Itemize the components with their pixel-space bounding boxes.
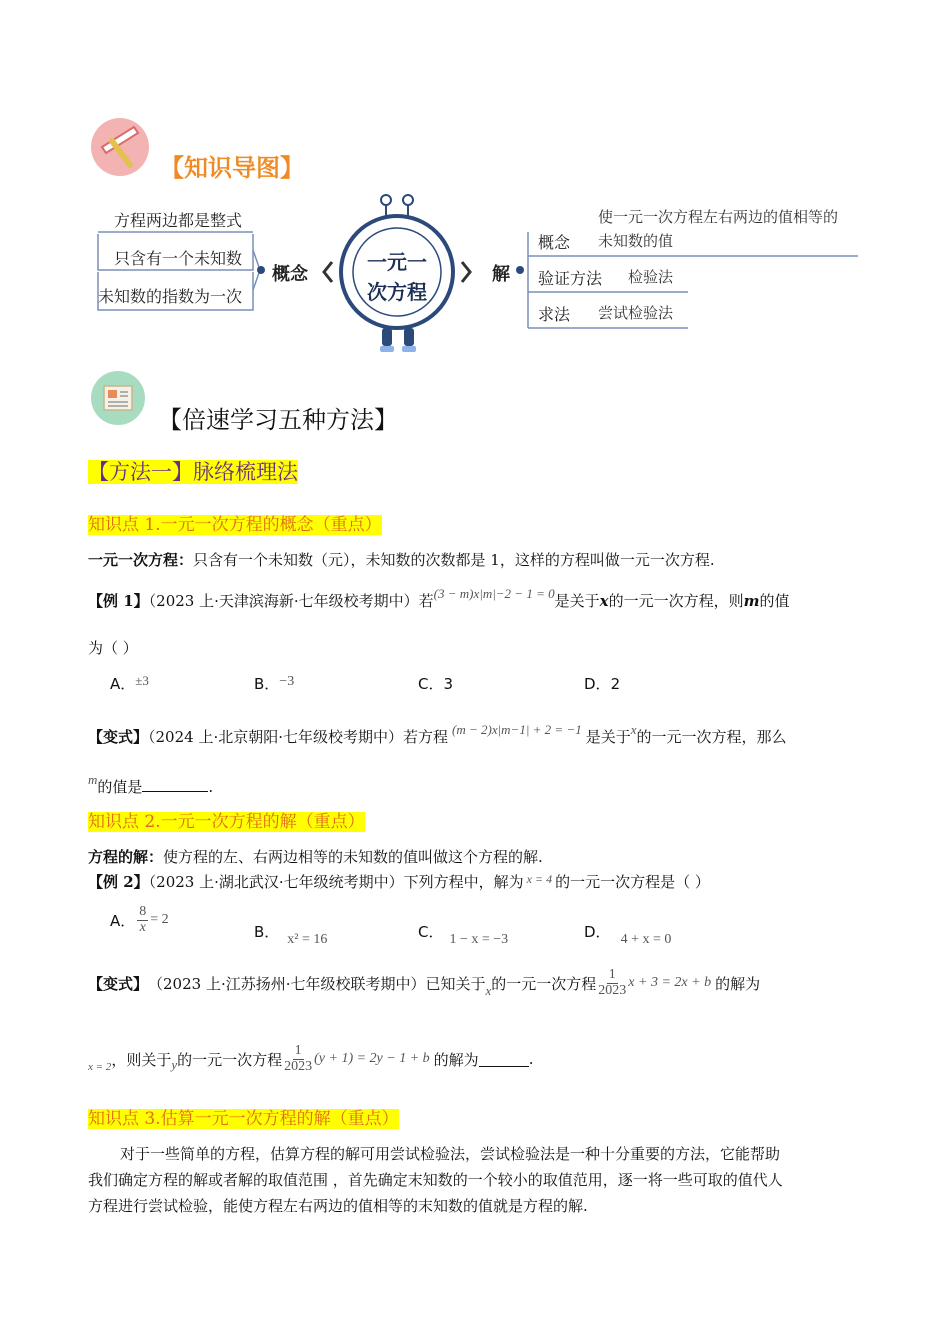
variant2-var-y: y <box>171 1057 178 1073</box>
variant2-line2-fraction <box>284 1044 312 1074</box>
example2-option-c[interactable] <box>418 921 508 948</box>
mindmap-diagram <box>88 190 863 358</box>
kp1-def-text: 只含有一个未知数（元），未知数的次数都是 1，这样的方程叫做一元一次方程. <box>193 551 715 569</box>
mindmap-right-term: 求法 <box>538 305 571 324</box>
option-label: D． <box>584 923 611 941</box>
kp2-title-text: 知识点 2.一元一次方程的解（重点） <box>88 812 365 832</box>
option-label: A． <box>110 675 136 693</box>
variant1-label: 【变式】 <box>88 728 149 746</box>
variant2-text-b: 的解为 <box>715 974 761 993</box>
option-value: 4 + x = 0 <box>620 932 672 947</box>
kp1-definition <box>88 549 715 570</box>
example1-line2: 为（ ） <box>88 639 138 657</box>
kp2-def-term: 方程的解： <box>88 848 164 866</box>
example1-line1 <box>88 586 789 611</box>
variant1-var-m: m <box>88 772 98 787</box>
kp3-paragraph <box>88 1141 868 1219</box>
option-value: x² = 16 <box>287 932 328 947</box>
example2-option-b[interactable] <box>254 921 327 948</box>
variant2-line1 <box>88 968 760 998</box>
kp3-para-line: 对于一些简单的方程，估算方程的解可用尝试检验法，尝试检验法是一种十分重要的方法，它能帮助 <box>120 1145 781 1163</box>
option-label: A． <box>110 911 136 930</box>
example1-text-b: 的一元一次方程，则 <box>608 592 744 610</box>
example1-label: 【例 1】 <box>88 592 149 610</box>
method1-heading-text: 【方法一】脉络梳理法 <box>88 460 298 484</box>
example1-var-x: x <box>599 592 609 610</box>
example2-source: （2023 上·湖北武汉·七年级统考期中）下列方程中，解为 <box>148 873 524 891</box>
mindmap-right-desc: 尝试检验法 <box>598 304 674 322</box>
mindmap-section-icon <box>90 117 150 177</box>
example1-option-b[interactable] <box>254 673 294 694</box>
mindmap-right-term: 验证方法 <box>538 269 603 288</box>
kp3-title <box>88 1104 399 1129</box>
mindmap-right-term: 概念 <box>538 233 571 252</box>
option-value: 3 <box>443 675 454 693</box>
option-label: B． <box>254 923 280 941</box>
variant2-line2 <box>88 1044 533 1074</box>
option-value: 2 <box>610 675 621 693</box>
kp3-para-line: 我们确定方程的解或者解的取值范围 ，首先确定末知数的一个较小的取值范用，逐一将一些可取的值代人 <box>88 1171 783 1189</box>
variant2-fraction <box>598 968 626 998</box>
option-rest: = 2 <box>150 912 169 928</box>
mindmap-right-desc: 检验法 <box>628 268 674 286</box>
example2-option-a[interactable] <box>110 905 169 935</box>
variant1-source: （2024 上·北京朝阳·七年级校考期中）若方程 <box>148 728 448 746</box>
kp3-para-line: 方程进行尝试检验，能使方程左右两边的值相等的末知数的值就是方程的解. <box>88 1197 588 1215</box>
example1-formula: (3 − m)x|m|−2 − 1 = 0 <box>433 586 555 601</box>
variant1-line2 <box>88 772 213 797</box>
fraction-numerator: 8 <box>139 904 147 919</box>
variant1-answer-blank[interactable] <box>142 777 208 792</box>
mindmap-left-item: 方程两边都是整式 <box>114 211 243 230</box>
example2-option-d[interactable] <box>584 921 671 948</box>
kp2-title <box>88 807 365 832</box>
mindmap-left-item: 未知数的指数为一次 <box>98 287 243 306</box>
example2-label: 【例 2】 <box>88 873 149 891</box>
variant2-line2-b: 的一元一次方程 <box>177 1050 283 1069</box>
mindmap-left-item: 只含有一个未知数 <box>114 249 243 268</box>
kp2-definition <box>88 846 543 867</box>
variant2-source: （2023 上·江苏扬州·七年级校联考期中）已知关于 <box>148 974 486 993</box>
fraction-numerator: 1 <box>294 1043 302 1058</box>
example1-option-c[interactable] <box>418 673 453 694</box>
kp1-def-term: 一元一次方程： <box>88 551 194 569</box>
option-fraction <box>137 905 148 935</box>
variant2-text-a: 的一元一次方程 <box>491 974 597 993</box>
example1-var-m: m <box>743 592 760 610</box>
mindmap-center-line2: 次方程 <box>367 280 427 304</box>
mindmap-right-desc: 使一元一次方程左右两边的值相等的 <box>598 208 839 226</box>
kp2-def-text: 使方程的左、右两边相等的未知数的值叫做这个方程的解. <box>163 848 543 866</box>
option-value: −3 <box>279 674 295 689</box>
variant2-line2-c: 的解为 <box>433 1050 479 1069</box>
variant1-formula: (m − 2)x|m−1| + 2 = −1 <box>452 722 582 737</box>
five-methods-heading: 【倍速学习五种方法】 <box>158 406 398 434</box>
variant1-text-b: 的一元一次方程，那么 <box>636 728 787 746</box>
mindmap-heading: 【知识导图】 <box>160 154 304 182</box>
variant2-answer-blank[interactable] <box>479 1052 529 1067</box>
example2-line <box>88 871 710 892</box>
kp1-title <box>88 510 382 535</box>
option-label: D． <box>584 675 611 693</box>
fraction-denominator: 2023 <box>284 1058 313 1074</box>
example1-option-a[interactable] <box>110 673 149 694</box>
kp3-title-text: 知识点 3.估算一元一次方程的解（重点） <box>88 1109 399 1129</box>
kp1-title-text: 知识点 1.一元一次方程的概念（重点） <box>88 515 382 535</box>
fraction-denominator: 2023 <box>598 982 627 998</box>
option-label: B． <box>254 675 280 693</box>
variant2-solution: x = 2 <box>88 1061 112 1074</box>
variant1-text-c: 的值是 <box>97 778 143 796</box>
methods-section-icon <box>90 370 146 426</box>
variant2-line2-end: . <box>528 1050 534 1069</box>
mindmap-right-desc: 未知数的值 <box>598 232 674 250</box>
option-value: 1 − x = −3 <box>449 932 509 947</box>
variant2-line2-formula: (y + 1) = 2y − 1 + b <box>314 1051 430 1067</box>
variant2-label: 【变式】 <box>88 974 149 993</box>
example2-formula: x = 4 <box>526 872 553 886</box>
example1-source: （2023 上·天津滨海新·七年级校考期中）若 <box>148 592 434 610</box>
method1-heading <box>88 456 298 486</box>
variant2-line2-a: ，则关于 <box>111 1050 172 1069</box>
example1-text-c: 的值 <box>759 592 790 610</box>
mindmap-concept-label: 概念 <box>272 264 308 285</box>
mindmap-solution-label: 解 <box>492 264 510 285</box>
option-label: C． <box>418 923 444 941</box>
variant1-line1 <box>88 722 787 747</box>
mindmap-center-line1: 一元一 <box>367 250 427 274</box>
example1-option-d[interactable] <box>584 673 620 694</box>
option-label: C． <box>418 675 444 693</box>
variant1-end: . <box>208 778 214 796</box>
variant2-formula: x + 3 = 2x + b <box>628 975 712 991</box>
fraction-numerator: 1 <box>608 967 616 982</box>
variant1-var-x: x <box>630 722 637 737</box>
example1-text-a: 是关于 <box>554 592 600 610</box>
example2-text: 的一元一次方程是（ ） <box>555 873 710 891</box>
fraction-denominator: x <box>139 919 146 935</box>
variant1-text-a: 是关于 <box>585 728 631 746</box>
option-value: ±3 <box>135 673 149 688</box>
variant2-var-x: x <box>485 983 492 999</box>
